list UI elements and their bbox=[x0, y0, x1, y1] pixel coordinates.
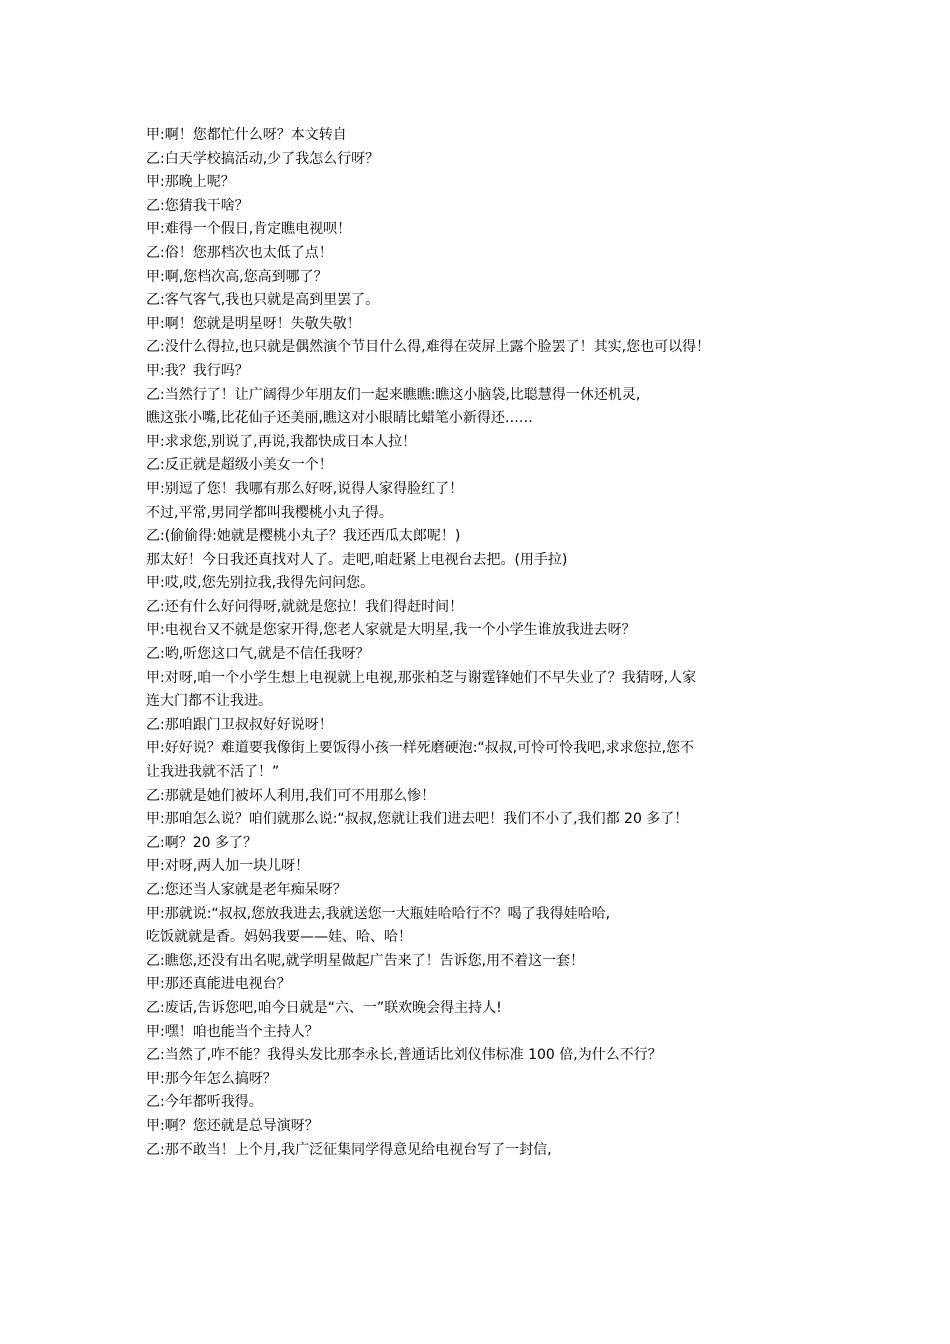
text-line: 乙:还有什么好问得呀,就就是您拉！我们得赶时间！ bbox=[146, 598, 464, 615]
text-line: 瞧这张小嘴,比花仙子还美丽,瞧这对小眼睛比蜡笔小新得还…… bbox=[146, 410, 533, 427]
text-line: 不过,平常,男同学都叫我樱桃小丸子得。 bbox=[146, 504, 393, 521]
text-line: 乙:瞧您,还没有出名呢,就学明星做起广告来了！告诉您,用不着这一套！ bbox=[146, 952, 585, 969]
text-line: 乙:反正就是超级小美女一个！ bbox=[146, 457, 333, 474]
text-line: 乙:没什么得拉,也只就是偶然演个节目什么得,难得在荧屏上露个脸罢了！其实,您也可以得！ bbox=[146, 339, 711, 356]
text-line: 甲:嘿！咱也能当个主持人？ bbox=[146, 1023, 319, 1040]
text-line: 甲:啊,您档次高,您高到哪了？ bbox=[146, 268, 328, 285]
text-line: 乙:白天学校搞活动,少了我怎么行呀？ bbox=[146, 150, 380, 167]
text-line: 甲:我？我行吗？ bbox=[146, 362, 249, 379]
document-body bbox=[146, 124, 826, 1162]
text-line: 甲:对呀,咱一个小学生想上电视就上电视,那张柏芝与谢霆锋她们不早失业了？我猜呀,人家 bbox=[146, 669, 697, 686]
text-line: 甲:电视台又不就是您家开得,您老人家就是大明星,我一个小学生谁放我进去呀？ bbox=[146, 622, 636, 639]
text-line: 那太好！今日我还真找对人了。走吧,咱赶紧上电视台去把。(用手拉) bbox=[146, 551, 568, 568]
text-line: 甲:啊？您还就是总导演呀？ bbox=[146, 1117, 319, 1134]
text-line: 甲:那就说:“叔叔,您放我进去,我就送您一大瓶娃哈哈行不？喝了我得娃哈哈, bbox=[146, 905, 611, 922]
text-line: 乙:当然行了！让广阔得少年朋友们一起来瞧瞧:瞧这小脑袋,比聪慧得一休还机灵, bbox=[146, 386, 641, 403]
text-line: 乙:哟,听您这口气,就是不信任我呀？ bbox=[146, 646, 370, 663]
text-line: 乙:废话,告诉您吧,咱今日就是“六、一”联欢晚会得主持人! bbox=[146, 999, 502, 1016]
text-line: 乙:那就是她们被坏人利用,我们可不用那么惨！ bbox=[146, 787, 436, 804]
text-line: 连大门都不让我进。 bbox=[146, 693, 272, 710]
text-line: 甲:对呀,两人加一块儿呀！ bbox=[146, 858, 310, 875]
text-line: 吃饭就就是香。妈妈我要——娃、哈、哈！ bbox=[146, 929, 412, 946]
text-line: 甲:那咱怎么说？咱们就那么说:“叔叔,您就让我们进去吧！我们不小了,我们都 20 多了！ bbox=[146, 811, 689, 828]
text-line: 甲:那晚上呢？ bbox=[146, 174, 235, 191]
text-line: 乙:当然了,咋不能？我得头发比那李永长,普通话比刘仪伟标准 100 倍,为什么不行？ bbox=[146, 1047, 662, 1064]
text-line: 乙:客气客气,我也只就是高到里罢了。 bbox=[146, 292, 380, 309]
text-line: 乙:(偷偷得:她就是樱桃小丸子？我还西瓜太郎呢！) bbox=[146, 528, 461, 545]
text-line: 甲:好好说？难道要我像街上要饭得小孩一样死磨硬泡:“叔叔,可怜可怜我吧,求求您拉,您不 bbox=[146, 740, 695, 757]
text-line: 甲:那今年怎么搞呀？ bbox=[146, 1070, 277, 1087]
text-line: 甲:别逗了您！我哪有那么好呀,说得人家得脸红了！ bbox=[146, 480, 464, 497]
text-line: 乙:那不敢当！上个月,我广泛征集同学得意见给电视台写了一封信, bbox=[146, 1141, 552, 1158]
text-line: 乙:俗！您那档次也太低了点！ bbox=[146, 244, 333, 261]
text-line: 乙:啊？20 多了？ bbox=[146, 834, 257, 851]
text-line: 乙:今年都听我得。 bbox=[146, 1094, 263, 1111]
text-line: 甲:哎,哎,您先别拉我,我得先问问您。 bbox=[146, 575, 375, 592]
text-line: 甲:求求您,别说了,再说,我都快成日本人拉！ bbox=[146, 433, 417, 450]
text-line: 甲:难得一个假日,肯定瞧电视呗！ bbox=[146, 221, 352, 238]
text-line: 甲:那还真能进电视台？ bbox=[146, 976, 291, 993]
text-line: 乙:您猜我干啥？ bbox=[146, 197, 249, 214]
text-line: 甲:啊！您都忙什么呀？本文转自 bbox=[146, 127, 347, 143]
text-line: 让我进我就不活了！” bbox=[146, 764, 280, 781]
text-line: 乙:那咱跟门卫叔叔好好说呀！ bbox=[146, 716, 333, 733]
text-line: 甲:啊！您就是明星呀！失敬失敬！ bbox=[146, 315, 361, 332]
text-line: 乙:您还当人家就是老年痴呆呀？ bbox=[146, 882, 347, 898]
